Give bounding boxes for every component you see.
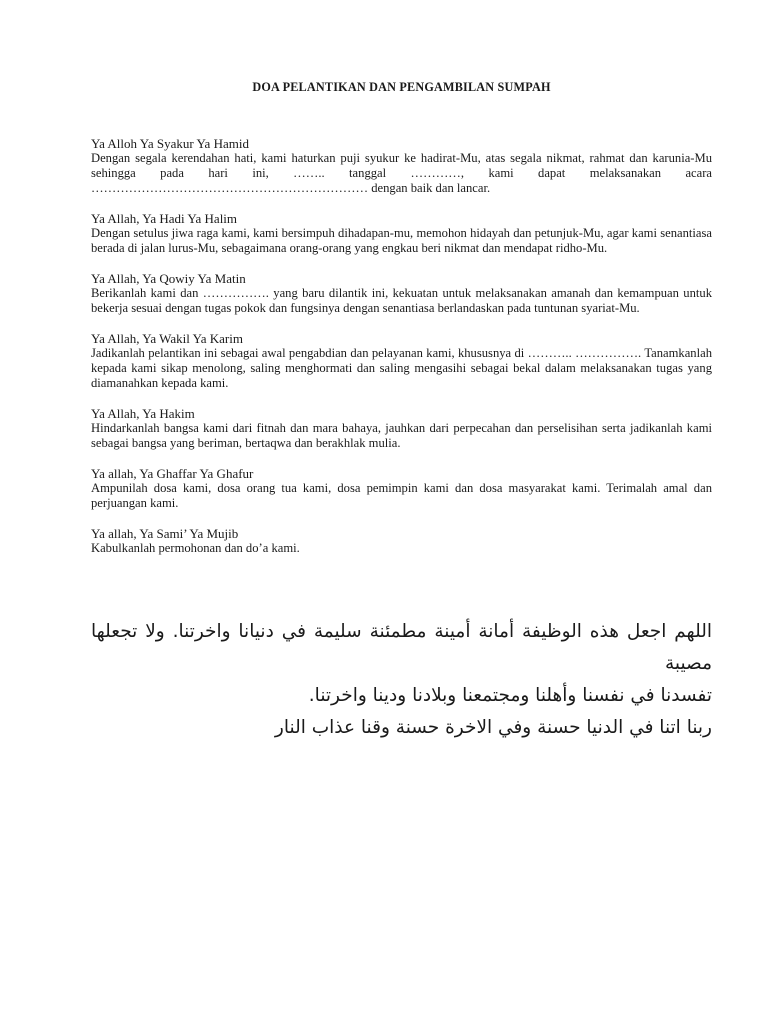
prayer-sections <box>91 136 712 571</box>
arabic-line: اللهم اجعل هذه الوظيفة أمانة أمينة مطمئنة سليمة في دنيانا واخرتنا. ولا تجعلها مصيبة <box>91 621 712 674</box>
arabic-line: تفسدنا في نفسنا وأهلنا ومجتمعنا وبلادنا ودينا واخرتنا. <box>308 685 712 706</box>
prayer-heading: Ya Allah, Ya Hadi Ya Halim <box>91 211 238 226</box>
prayer-section <box>91 526 712 556</box>
prayer-section <box>91 466 712 511</box>
prayer-body: Kabulkanlah permohonan dan do’a kami. <box>91 541 300 555</box>
prayer-body: Ampunilah dosa kami, dosa orang tua kami, dosa pemimpin kami dan dosa masyarakat kami. Terimalah amal dan perjuangan kami. <box>91 481 712 510</box>
prayer-heading: Ya allah, Ya Sami’ Ya Mujib <box>91 526 239 541</box>
prayer-section <box>91 271 712 316</box>
prayer-body: Dengan segala kerendahan hati, kami haturkan puji syukur ke hadirat-Mu, atas segala nikmat, rahmat dan karunia-Mu sehingga pada hari ini, …….. tanggal …………, kami dapat melaksanakan acara ………………………………………………………… dengan baik dan lancar. <box>91 151 712 195</box>
prayer-section <box>91 136 712 196</box>
arabic-line: ربنا اتنا في الدنيا حسنة وفي الاخرة حسنة وقنا عذاب النار <box>274 717 712 738</box>
prayer-section <box>91 406 712 451</box>
prayer-body: Berikanlah kami dan ……………. yang baru dilantik ini, kekuatan untuk melaksanakan amanah dan kemampuan untuk bekerja sesuai dengan tugas pokok dan fungsinya dengan senantiasa berlandaskan pada tuntunan syariat-Mu. <box>91 286 712 315</box>
prayer-body: Dengan setulus jiwa raga kami, kami bersimpuh dihadapan-mu, memohon hidayah dan petunjuk-Mu, agar kami senantiasa berada di jalan lurus-Mu, sebagaimana orang-orang yang engkau beri nikmat dan mendapat ridho-Mu. <box>91 226 712 255</box>
prayer-section <box>91 211 712 256</box>
prayer-section <box>91 331 712 391</box>
prayer-heading: Ya allah, Ya Ghaffar Ya Ghafur <box>91 466 254 481</box>
prayer-body: Jadikanlah pelantikan ini sebagai awal pengabdian dan pelayanan kami, khususnya di ……….. ……………. Tanamkanlah kepada kami sikap menolong, saling menghormati dan saling mengasihi sebagai bekal dalam melaksanakan tugas yang diamanahkan kepada kami. <box>91 346 712 390</box>
prayer-body: Hindarkanlah bangsa kami dari fitnah dan mara bahaya, jauhkan dari perpecahan dan perselisihan serta jadikanlah kami sebagai bangsa yang beriman, bertaqwa dan berakhlak mulia. <box>91 421 712 450</box>
prayer-heading: Ya Alloh Ya Syakur Ya Hamid <box>91 136 249 151</box>
arabic-prayer <box>91 616 712 744</box>
prayer-heading: Ya Allah, Ya Qowiy Ya Matin <box>91 271 246 286</box>
prayer-heading: Ya Allah, Ya Hakim <box>91 406 195 421</box>
prayer-heading: Ya Allah, Ya Wakil Ya Karim <box>91 331 243 346</box>
document-title: DOA PELANTIKAN DAN PENGAMBILAN SUMPAH <box>252 80 551 94</box>
